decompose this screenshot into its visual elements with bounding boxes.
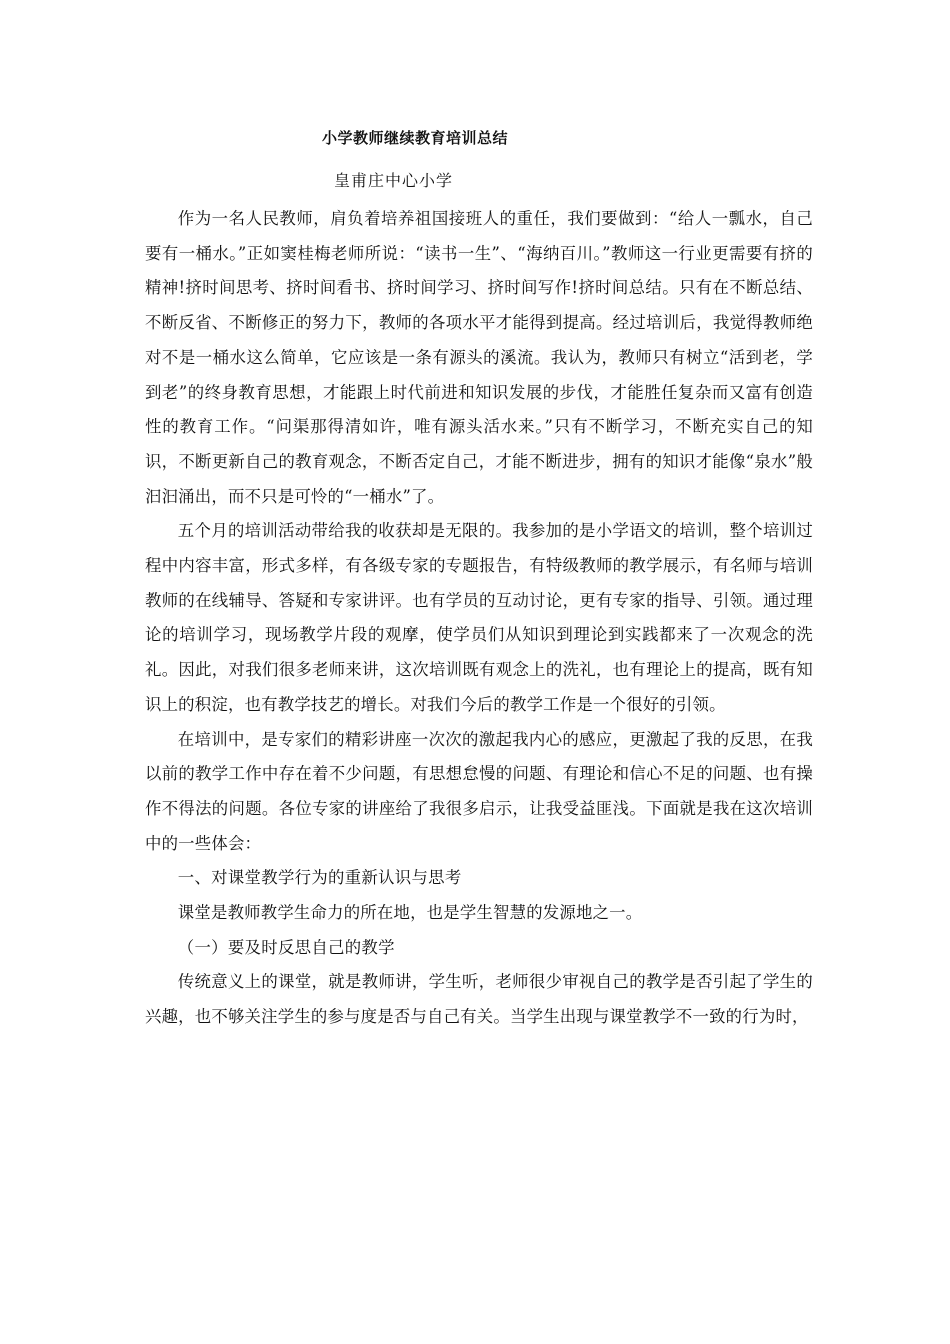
paragraph-2: 五个月的培训活动带给我的收获却是无限的。我参加的是小学语文的培训，整个培训过程中内容丰富，形式多样，有各级专家的专题报告，有特级教师的教学展示，有名师与培训教师的在线辅导、答疑和专家讲评。也有学员的互动讨论，更有专家的指导、引领。通过理论的培训学习，现场教学片段的观摩，使学员们从知识到理论到实践都来了一次观念的洗礼。因此，对我们很多老师来讲，这次培训既有观念上的洗礼，也有理论上的提高，既有知识上的积淀，也有教学技艺的增长。对我们今后的教学工作是一个很好的引领。 bbox=[145, 521, 813, 714]
section-heading-1: 一、对课堂教学行为的重新认识与思考 bbox=[177, 868, 462, 888]
paragraph-5: 传统意义上的课堂，就是教师讲，学生听，老师很少审视自己的教学是否引起了学生的兴趣，也不够关注学生的参与度是否与自己有关。当学生出现与课堂教学不一致的行为时， bbox=[145, 972, 813, 1027]
document-title: 小学教师继续教育培训总结 bbox=[322, 129, 509, 147]
subsection-heading-1: （一）要及时反思自己的教学 bbox=[177, 937, 395, 957]
paragraph-1: 作为一名人民教师，肩负着培养祖国接班人的重任，我们要做到：“给人一瓢水，自己要有一桶水。”正如窦桂梅老师所说：“读书一生”、“海纳百川。”教师这一行业更需要有挤的精神!挤时间思考、挤时间看书、挤时间学习、挤时间写作!挤时间总结。只有在不断总结、不断反省、不断修正的努力下，教师的各项水平才能得到提高。经过培训后，我觉得教师绝对不是一桶水这么简单，它应该是一条有源头的溪流。我认为，教师只有树立“活到老，学到老”的终身教育思想，才能跟上时代前进和知识发展的步伐，才能胜任复杂而又富有创造性的教育工作。“问渠那得清如许，唯有源头活水来。”只有不断学习，不断充实自己的知识，不断更新自己的教育观念，不断否定自己，才能不断进步，拥有的知识才能像“泉水”般汩汩涌出，而不只是可怜的“一桶水”了。 bbox=[145, 209, 813, 506]
paragraph-3: 在培训中，是专家们的精彩讲座一次次的激起我内心的感应，更激起了我的反思，在我以前的教学工作中存在着不少问题，有思想怠慢的问题、有理论和信心不足的问题、也有操作不得法的问题。各位专家的讲座给了我很多启示，让我受益匪浅。下面就是我在这次培训中的一些体会： bbox=[145, 729, 813, 853]
paragraph-4: 课堂是教师教学生命力的所在地，也是学生智慧的发源地之一。 bbox=[177, 903, 643, 923]
school-name: 皇甫庄中心小学 bbox=[334, 171, 454, 190]
document-body bbox=[145, 202, 813, 1035]
